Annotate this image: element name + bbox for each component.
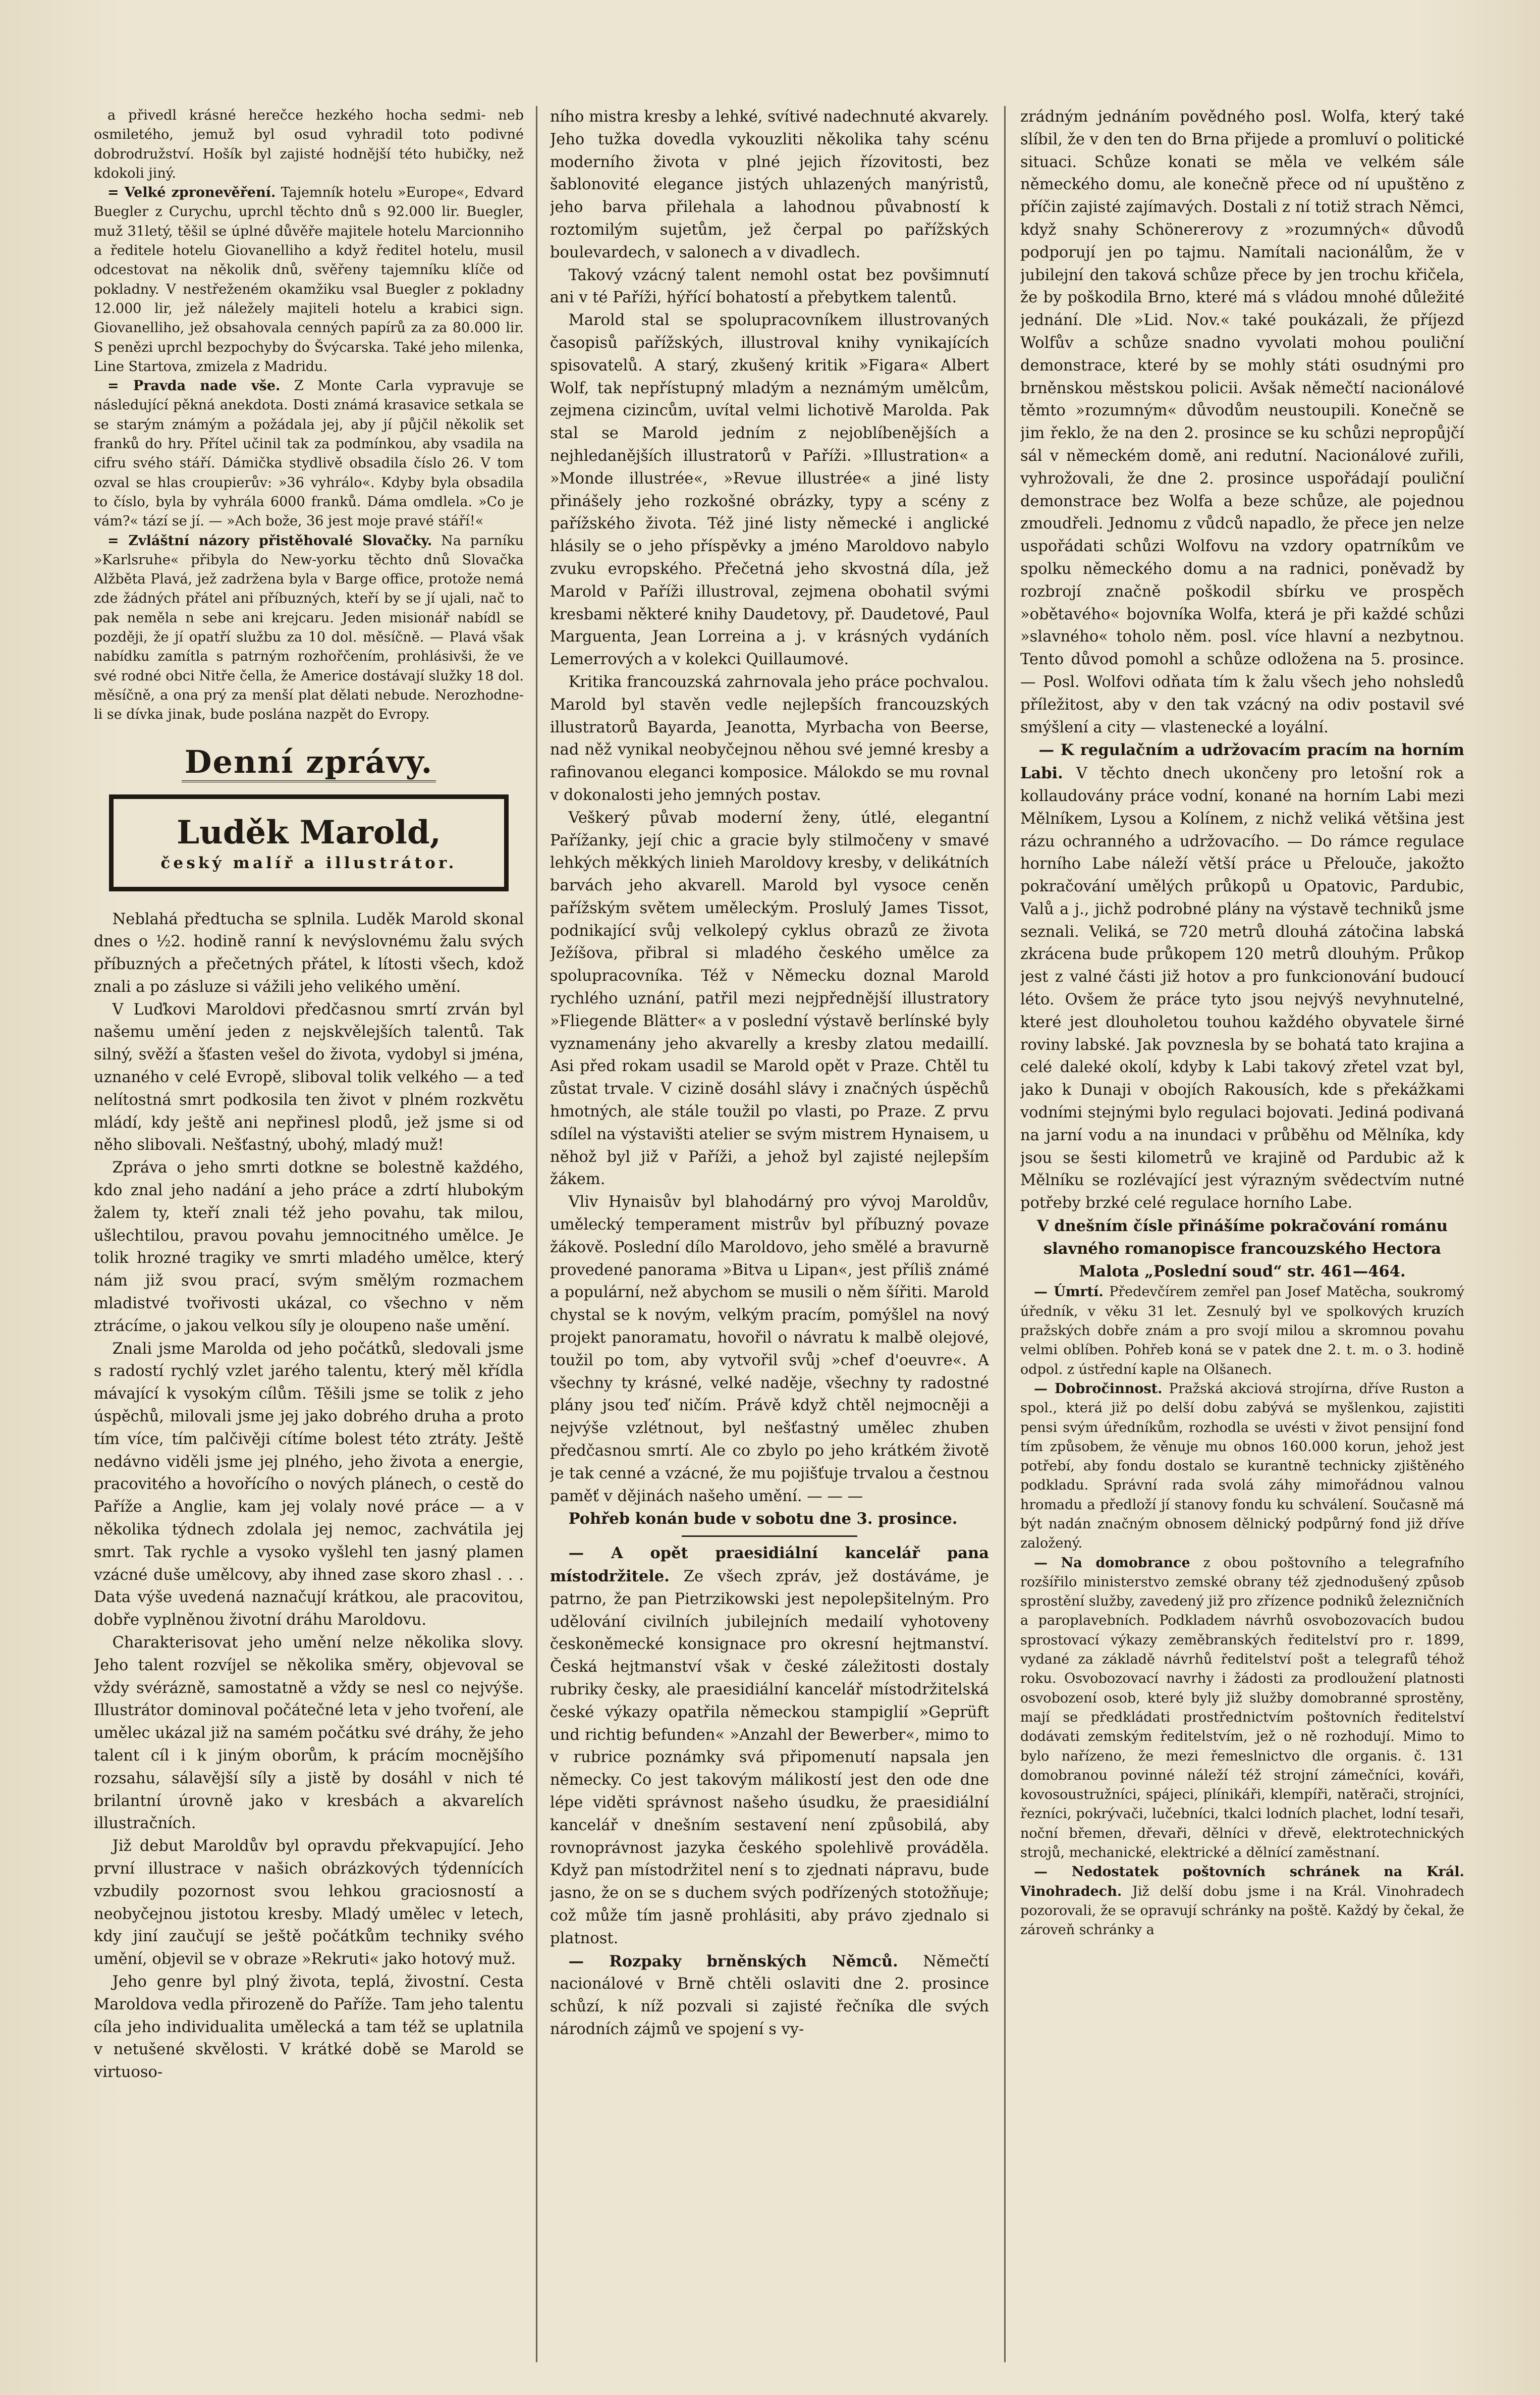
obituary-cont-4: Kritika francouzská zahrnovala jeho práce pochvalou. Marold byl stavěn vedle nejlepších francouzských illustratorů Bayarda, Jeanotta, Myrbacha von Beerse, nad něž vynikal neobyčejnou něhou své jemné kresby a rafinovanou eleganci komposice. Málokdo se mu rovnal v dokonalosti jeho jemných postav. bbox=[550, 673, 989, 804]
obituary-paragraph-4: Znali jsme Marolda od jeho počátků, sledovali jsme s radostí rychlý vzlet jarého talentu, který měl křídla mávající k vysokým cílům. Těšili jsme se tolik z jeho úspěchů, milovali jsme jej jako dobrého druha a proto tím více, tím palčivěji cítíme bolest této ztráty. Ještě nedávno viděli jsme jej plného, jeho života a energie, pracovitého a hovořícího o nových plánech, o cestě do Paříže a Anglie, kam jej volaly nové práce — a v několika týdnech zdolala jej nemoc, zachvátila jej smrt. Tak rychle a vysoko vyšlehl ten jasný plamen vzácné duše umělcovy, aby ihned zase skoro zhasl . . . Data výše uvedená naznačují krátkou, ale pracovitou, dobře vyplněnou životní dráhu Maroldovu. bbox=[94, 1340, 524, 1629]
news-item-embezzlement: = Velké zpronevěření. Tajemník hotelu »Europe«, Edvard Buegler z Curychu, uprchl těchto dnů s 92.000 lir. Buegler, muž 31letý, těšil se úplné důvěře majitele hotelu Marcionniho a ředitele hotelu Giovanelliho a když ředitel hotelu, musil odcestovat na několik dnů, svěřeny tajemníku klíče od pokladny. V nestřeženém okamžiku vsal Buegler z pokladny 12.000 lir, jež náležely majiteli hotelu a krabici sign. Giovanelliho, jež obsahovala cenných papírů za za 80.000 lir. S penězi uprchl bezpochyby do Švýcarska. Také jeho milenka, Line Startova, zmizela z Madridu. bbox=[94, 185, 524, 375]
funeral-notice: Pohřeb konán bude v sobotu dne 3. prosince. bbox=[568, 1510, 958, 1528]
obituary-name: Luděk Marold, bbox=[177, 813, 441, 851]
news-item-militia: — Na domobrance z obou poštovního a telegrafního rozšířilo ministerstvo zemské obrany též zjednodušený způsob sprostění služby, zavedený již pro zřízence podniků železničních a paroplavebních. Podkladem návrhů osvobozovacích budou sprostovací výkazy zeměbranských ředitelství pro r. 1899, vydané za základě návrhů ředitelství pošt a telegrafů téhož roku. Osvobozovací navrhy i žádosti za prodloužení platnosti osvobození osob, které byly již služby domobranné sprostěny, mají se předkládati prostřednictvím poštovních ředitelství dodávati zemským ředitelstvím, jež o ně rozhodují. Mimo to bylo nařízeno, že mezi řemeslnictvo dle organis. č. 131 domobranou povinné náleží též strojní zámečníci, kováři, kovosoustružníci, spájeci, plínikáři, klempíři, natěrači, strojníci, řezníci, pokrývači, lučebníci, tkalci lodních plachet, lodní tesaři, noční břemen, dřevaři, dělníci v dřevě, elektrotechnických strojů, mechanické, elektrické a dělnící zaměstnaní. bbox=[1020, 1555, 1464, 1861]
obituary-cont-1: ního mistra kresby a lehké, svítivé nadechnuté akvarely. Jeho tužka dovedla vykouzliti několika tahy scénu moderního života v plné jejich řízovitosti, bez šablonovité elegance jistých uhlazených manýristů, jeho barva přilehala a lahodnou půvabností k roztomilým sujetům, jež čerpal po pařížských boulevardech, v salonech a v divadlech. bbox=[550, 108, 989, 261]
news-item-elbe: — K regulačním a udržovacím pracím na horním Labi. V těchto dnech ukončeny pro letošní rok a kollaudovány práce vodní, konané na horním Labi mezi Mělníkem, Lysou a Kolínem, z nichž veliká většina jest rázu ochranného a udržovacího. — Do rámce regulace horního Labe náleží větší práce u Přelouče, jakožto pokračování umělých průkopů u Opatovic, Pardubic, Valů a j., jichž podrobné plány na výstavě techniků jsme seznali. Veliká, se 720 metrů dlouhá zátočina labská zkrácena bude průkopem 120 metrů dlouhým. Průkop jest z valné části již hotov a pro funkcionování budoucí léto. Ovšem že práce tyto jsou nejvýš nevyhnutelné, které jest dlouholetou touhou každého obyvatele širné roviny labské. Jak povznesla by se bohatá tato krajina a celé daleké okolí, kdyby k Labi takový zřetel vzat byl, jako k Dunaji v obojích Rakousích, kde s překážkami vodními stejnými bylo regulaci bojovati. Jediná podivaná na jarní vodu a na inundaci v průběhu od Mělníka, kdy jsou se šesti kilometrů ve krajině od Pardubic až k Mělníku se rozlévající jest výrazným svědectvím nutné potřeby brzké celé regulace horního Labe. bbox=[1020, 741, 1464, 1212]
novel-notice: V dnešním čísle přinášíme pokračování románu slavného romanopisce francouzského Hectora Malota „Poslední soud“ str. 461—464. bbox=[1036, 1217, 1448, 1281]
news-item-charity: — Dobročinnost. Pražská akciová strojírna, dříve Ruston a spol., která již po delší dobu zabývá se myšlenkou, zajistiti pensi svým úředníkům, rozhodla se uvésti v život pensijní fond tím způsobem, že věnuje mu obnos 160.000 korun, jehož jest potřebí, aby fondu dostalo se kurantně technicky zjištěného podkladu. Správní rada svolá záhy mimořádnou valnou hromadu a předloží jí stanovy fondu ku schválení. Současně má být nadán značným obnosem dělnický podpůrný fond již dříve založený. bbox=[1020, 1380, 1464, 1552]
obituary-box bbox=[109, 794, 509, 891]
obituary-cont-2: Takový vzácný talent nemohl ostat bez povšimnutí ani v té Paříži, hýřící bohatostí a přebytkem talentů. bbox=[550, 266, 989, 307]
column-2 bbox=[550, 106, 989, 2362]
brno-cont: zrádným jednáním povědného posl. Wolfa, který také slíbil, že v den ten do Brna přijede a promluví o politické situaci. Schůze konati se měla ve velkém sále německého domu, ale konečně přece od ní upuštěno z příčin zajisté zajímavých. Dostali z ní totiž strach Němci, když snahy Schönererovy z »rozumných« důvodů podporují jen po tajmu. Namítali nacionálům, že v jubilejní den taková schůze přece by jen trochu křičela, že by poškodila Brno, které má s vládou mnohé důležité jednání. Dle »Lid. Nov.« také poukázali, že příjezd Wolfův a schůze snadno vyvolati mohou pouliční demonstrace, které by se mohly státi osudnými pro brněnskou městskou policii. Avšak němečtí nacionálové těmto »rozumným« důvodům neustoupili. Konečně se jim řeklo, že na den 2. prosince se ku schůzi nepropůjčí sál v německém domě, ani redutní. Nacionálové zuřili, vyhrožovali, že dne 2. prosince uspořádají pouliční demonstrace bez Wolfa a beze schůze, ale pojednou zmoudřeli. Jednomu z vůdců napadlo, že přece jen nelze uspořádati schůzi Wolfovu na vzdory opatrníkům ve spolku německého domu a na radnici, poněvadž by rozbrojí značně poškodil sbírku ve prospěch »obětavého« bojovníka Wolfa, která je při každé schůzi »slavného« toholo něm. posl. více hlavní a nezbytnou. Tento důvod pomohl a schůze odložena na 5. prosince. — Posl. Wolfovi odňata tím k žalu všech jeho nohsledů příležitost, aby v den tak vzácný na odiv postavil své smýšlení a city — vlastenecké a loyální. bbox=[1020, 108, 1464, 736]
column-1 bbox=[94, 106, 524, 2362]
obituary-paragraph-3: Zpráva o jeho smrti dotkne se bolestně každého, kdo znal jeho nadání a jeho práce a zdrtí hlubokým žalem ty, kteří znali též jeho povahu, tak milou, ušlechtilou, pravou povahu jemnocitného umělce. Je tolik hrozné tragiky ve smrti mladého umělce, který nám již svou prací, svým smělým rozmachem mladistvé tvořivosti ukázal, co všechno v něm ztrácíme, o jakou velkou síly je oloupeno naše umění. bbox=[94, 1159, 524, 1335]
news-item-death: — Úmrtí. Předevčírem zemřel pan Josef Matěcha, soukromý úředník, v věku 31 let. Zesnulý byl ve spolkových kruzích pražských dobře znám a pro svojí milou a skromnou povahu velmi oblíben. Pohřeb koná se v patek dne 2. t. m. o 3. hodině odpol. z ústřední kaple na Olšanech. bbox=[1020, 1284, 1464, 1377]
obituary-paragraph-2: V Luďkovi Maroldovi předčasnou smrtí zrván byl našemu umění jeden z nejskvělejších talentů. Tak silný, svěží a šťasten vešel do života, vydobyl si jména, uznaného v celé Evropě, sliboval tolik velkého — a teď nelítostná smrt podkosila ten život v plném rozkvětu mládí, kdy ještě ani nepřinesl plodů, jež jsme si od něho slibovali. Nešťastný, ubohý, mladý muž! bbox=[94, 1000, 524, 1154]
obituary-cont-5: Veškerý půvab moderní ženy, útlé, elegantní Pařížanky, její chic a gracie byly stilmočeny v smavé lehkých měkkých linieh Maroldovy kresby, v delikátních barvách jeho akvarell. Marold byl vysoce ceněn pařížským světem uměleckým. Proslulý James Tissot, podnikající svůj velkolepý cyklus obrazů ze života Ježíšova, přibral si mladého českého umělce za spolupracovníka. Též v Německu doznal Marold rychlého uznání, patřil mezi nejpřednější illustratory »Fliegende Blätter« a v poslední výstavě berlínské byly vyznamenány jeho akvarelly a kresby zlatou medaillí. Asi před rokam usadil se Marold opět v Praze. Chtěl tu zůstat trvale. V cizině dosáhl slávy i značných úspěchů hmotných, ale stále toužil po vlasti, po Praze. Z prvu sdílel na výstavišti atelier se svým mistrem Hynaisem, u něhož byl již v Paříži, a jehož byl zajisté nejlepším žákem. bbox=[550, 809, 989, 1189]
news-block-top bbox=[94, 106, 524, 725]
obituary-paragraph-6: Již debut Maroldův byl opravdu překvapující. Jeho první illustrace v našich obrázkových týdennících vzbudily pozornost svou lehkou graciosností a neobyčejnou jistotou kresby. Mladý umělec v letech, kdy jiní zaučují se ještě počátkům techniky svého umění, objevil se v obraze »Rekruti« jako hotový muž. bbox=[94, 1837, 524, 1968]
divider bbox=[682, 1535, 857, 1537]
news-item-postboxes: — Nedostatek poštovních schránek na Král. Vinohradech. Již delší dobu jsme i na Král. Vinohradech pozorovali, že se opravují schránky na poště. Každý by čekal, že zároveň schránky a bbox=[1020, 1864, 1464, 1938]
obituary-paragraph-5: Charakterisovat jeho umění nelze několika slovy. Jeho talent rozvíjel se několika směry, objevoval se vždy svérázně, samostatně a vždy se nesl co nejvýše. Illustrátor dominoval počátečné leta v jeho tvoření, ale umělec ukázal již na samém počátku své dráhy, že jeho talent cíl i k jiným oborům, k prácím mocnějšího rozsahu, sálavější síly a jistě by dosáhl v nich té brilantní úrovně jako v kresbách a akvarelích illustračních. bbox=[94, 1634, 524, 1833]
obituary-paragraph-7: Jeho genre byl plný života, teplá, živostní. Cesta Maroldova vedla přirozeně do Paříže. Tam jeho talentu cíla jeho individualita umělecká a tam též se uplatnila v netušené skvělosti. V krátké době se Marold se virtuoso- bbox=[94, 1973, 524, 2082]
news-block-bottom bbox=[1020, 1283, 1464, 1940]
column-rule-1 bbox=[536, 106, 537, 2362]
news-item-slovak: = Zvláštní názory přistěhovalé Slovačky. Na parníku »Karlsruhe« přibyla do New-yorku těchto dnů Slovačka Alžběta Plavá, jež zadržena byla v Barge office, protože nemá zde žádných přátel ani příbuzných, kteří by se jí ujali, nač to pak neměla n sebe ani krejcaru. Jeden misionář nabídl se později, že jí opatří službu za 10 dol. měsíčně. — Plavá však nabídku zamítla s patrným rozhořčením, prohlásivši, že ve své rodné obci Nitře čella, že Americe dostávají služky 18 dol. měsíčně, a ona prý za menší plat dělati nebude. Nerozhodne-li se dívka jinak, bude poslána nazpět do Evropy. bbox=[94, 533, 524, 723]
obituary-subtitle: český malíř a illustrátor. bbox=[160, 854, 457, 872]
column-3 bbox=[1020, 106, 1464, 2362]
section-title: Denní zprávy. bbox=[94, 742, 524, 782]
news-item-brno: — Rozpaky brněnských Němců. Němečtí nacionálové v Brně chtěli oslaviti dne 2. prosince schůzí, k níž pozvali si zajisté řečníka dle svých národních zájmů ve spojení s vy- bbox=[550, 1952, 989, 2038]
obituary-paragraph-1: Neblahá předtucha se splnila. Luděk Marold skonal dnes o ½2. hodině ranní k nevýslovnému žalu svých příbuzných a přečetných přátel, k lítosti všech, kdož znali a po zásluze si vážili jeho velikého umění. bbox=[94, 910, 524, 996]
news-item-chancellery: — A opět praesidiální kancelář pana místodržitele. Ze všech zpráv, jež dostáváme, je patrno, že pan Pietrzikowski jest nepolepšitelným. Pro udělování civilních jubilejních medailí vyhotoveny českoněmecké konsignace pro okresní hejtmanství. Česká hejtmanství však v české záležitosti dostaly rubriky česky, ale praesidiální kancelář místodržitelská české výkazy opatřila německou stampiglií »Geprüft und richtig befunden« »Anzahl der Bewerber«, mimo to v rubrice poznámky svá připomenutí napsala jen německy. Co jest takovým málikostí jest den ode dne lépe viděti správnost našeho úsudku, že praesidiální kancelář v dnešním sestavení není způsobilá, aby rovnoprávnost jazyka českého spolehlivě prováděla. Když pan místodržitel není s to zjednati nápravu, bude jasno, že on se s duchem svých podřízených stotožňuje; což může tím jasně prohlásiti, aby právo zjednalo si platnost. bbox=[550, 1544, 989, 1947]
column-rule-2 bbox=[1004, 106, 1006, 2362]
news-item-truth: = Pravda nade vše. Z Monte Carla vypravuje se následující pěkná anekdota. Dosti známá krasavice setkala se se starým známým a požádala jej, aby jí půjčil několik set franků do hry. Přítel učinil tak za podmínkou, aby vsadila na cifru svého stáří. Dámička stydlivě obsadila číslo 26. V tom ozval se hlas croupierův: »36 vyhrálo«. Kdyby byla obsadila to číslo, byla by vyhrála 6000 franků. Dáma omdlela. »Co je vám?« tází se jí. — »Ach bože, 36 jest moje pravé stáří!« bbox=[94, 378, 524, 529]
obituary-cont-3: Marold stal se spolupracovníkem illustrovaných časopisů pařížských, illustroval knihy vynikajících spisovatelů. A starý, zkušený kritik »Figara« Albert Wolf, tak nepřístupný mladým a neznámým umělcům, zejmena cizincům, uvítal velmi lichotivě Marolda. Pak stal se Marold jedním z nejoblíbenějších a nejhledanějších illustratorů v Paříži. »Illustration« a »Monde illustrée«, »Revue illustrée« a jiné listy přinášely jeho rozkošné obrázky, typy a scény z pařížského života. Též jiné listy německé i anglické hlásily se o jeho příspěvky a jméno Maroldovo nabylo zvuku evropského. Přečetná jeho skvostná díla, jež Marold v Paříži illustroval, zejmena obohatil svými kresbami některé knihy Daudetovy, př. Daudetové, Paul Marguenta, Jean Lorreina a j. v krásných vydáních Lemerrových a v kolekci Quillaumové. bbox=[550, 311, 989, 669]
obituary-cont-6: Vliv Hynaisův byl blahodárný pro vývoj Maroldův, umělecký temperament mistrův byl příbuzný povaze žákově. Poslední dílo Maroldovo, jeho smělé a bravurně provedené panorama »Bitva u Lipan«, jest příliš známé a populární, než abychom se musili o něm šířiti. Marold chystal se k novým, velkým pracím, pomýšlel na nový projekt panoramatu, hovořil o návratu k malbě olejové, toužil po tom, aby vytvořil svůj »chef d'oeuvre«. A všechny ty krásné, velké naděje, všechny ty radostné plány jsou teď ničím. Právě když chtěl nejmocněji a nejvýše vzlétnout, byl nešťastný umělec zhuben předčasnou smrtí. Ale co zbylo po jeho krátkém životě je tak cenné a vzácné, že mu pojišťuje trvalou a čestnou paměť v dějinách našeho umění. — — — bbox=[550, 1193, 989, 1505]
intro-paragraph: a přivedl krásné herečce hezkého hocha sedmi- neb osmiletého, jemuž byl osud vyhradil toto podivné dobrodružství. Hošík byl zajisté hodnější této hubičky, než kdokoli jiný. bbox=[94, 108, 524, 181]
